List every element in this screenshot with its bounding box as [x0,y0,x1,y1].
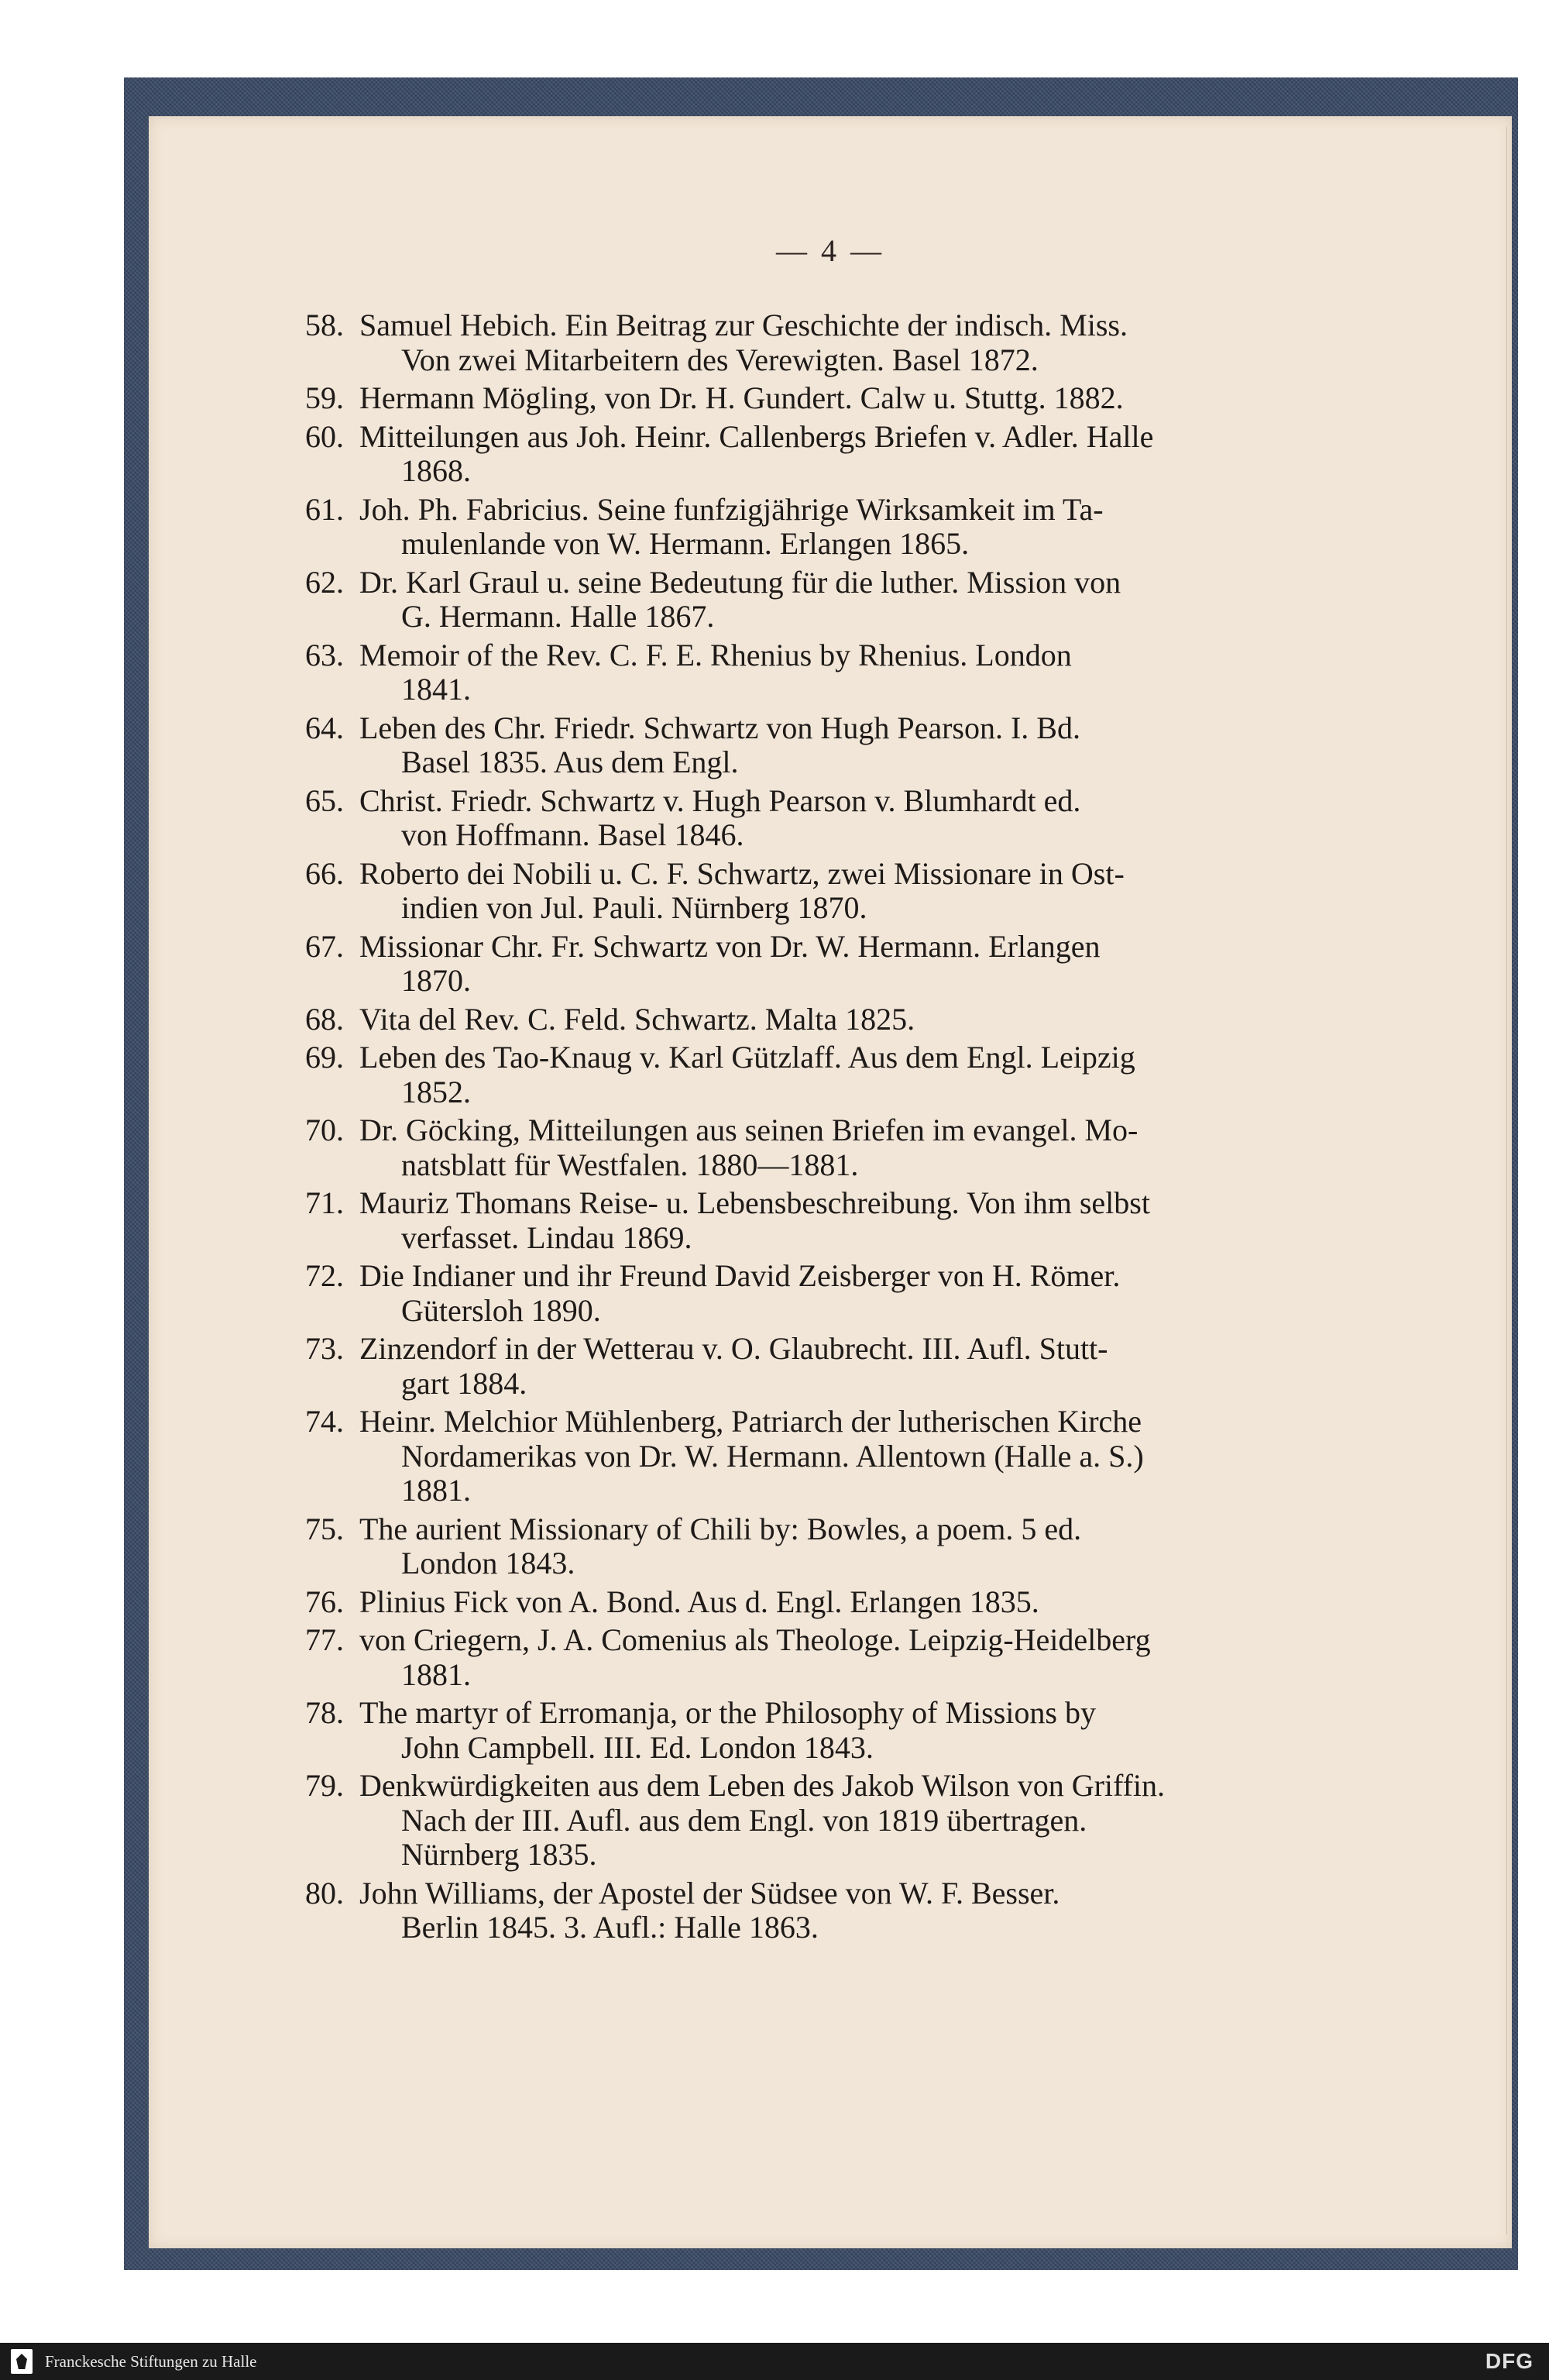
bibliography-entry [305,1584,1348,1620]
entry-number: 78. [305,1695,344,1730]
bibliography-entry [305,1185,1348,1255]
entry-line: Die Indianer und ihr Freund David Zeisberger von H. Römer. [359,1258,1121,1293]
entry-number: 76. [305,1584,344,1619]
entry-number: 64. [305,710,344,745]
bibliography-entry [305,1695,1348,1765]
entry-line: indien von Jul. Pauli. Nürnberg 1870. [401,890,867,925]
entry-line: The martyr of Erromanja, or the Philosophy of Missions by [359,1695,1096,1730]
bibliography-entry [305,491,1348,562]
bibliography-entry [305,1331,1348,1401]
entry-number: 67. [305,928,344,964]
bibliography-entry [305,1113,1348,1182]
entry-line: natsblatt für Westfalen. 1880—1881. [401,1147,859,1182]
bibliography-entry [305,1511,1348,1581]
entry-number: 59. [305,380,344,415]
bibliography-entry [305,1001,1348,1037]
bibliography-entry [305,1622,1348,1692]
entry-line: verfasset. Lindau 1869. [401,1219,692,1255]
entry-text [359,1623,1348,1692]
entry-line: Mitteilungen aus Joh. Heinr. Callenbergs Briefen v. Adler. Halle [359,418,1154,454]
entry-line: von Hoffmann. Basel 1846. [401,817,744,852]
entry-number: 66. [305,855,344,891]
bibliography-entry [305,564,1348,635]
entry-line: The aurient Missionary of Chili by: Bowles, a poem. 5 ed. [359,1511,1082,1546]
bibliography-list [305,308,1348,1949]
entry-number: 71. [305,1185,344,1220]
entry-line: Basel 1835. Aus dem Engl. [401,745,739,779]
entry-line: 1852. [401,1074,471,1109]
entry-line: mulenlande von W. Hermann. Erlangen 1865. [401,526,970,561]
entry-line: 1868. [401,453,471,488]
entry-line: Nürnberg 1835. [401,1837,597,1872]
entry-text [359,1040,1348,1109]
bibliography-entry [305,418,1348,489]
entry-number: 61. [305,491,344,527]
entry-text [359,711,1348,780]
entry-number: 62. [305,564,344,600]
entry-number: 65. [305,782,344,818]
entry-text [359,1769,1348,1873]
footer-bar [0,2343,1549,2380]
entry-text [359,1259,1348,1328]
bibliography-entry [305,637,1348,707]
entry-number: 75. [305,1511,344,1546]
entry-number: 79. [305,1768,344,1803]
entry-text [359,308,1348,377]
entry-number: 69. [305,1040,344,1075]
entry-line: Leben des Chr. Friedr. Schwartz von Hugh Pearson. I. Bd. [359,710,1080,745]
entry-text [359,930,1348,999]
bibliography-entry [305,1040,1348,1109]
bibliography-entry [305,1768,1348,1873]
entry-line: Christ. Friedr. Schwartz v. Hugh Pearson v. Blumhardt ed. [359,782,1081,818]
entry-line: G. Hermann. Halle 1867. [401,599,715,634]
entry-line: Hermann Mögling, von Dr. H. Gundert. Calw u. Stuttg. 1882. [359,380,1124,415]
bibliography-entry [305,380,1348,416]
entry-text [359,1696,1348,1765]
entry-line: Mauriz Thomans Reise- u. Lebensbeschreibung. Von ihm selbst [359,1185,1150,1220]
footer-institution: Franckesche Stiftungen zu Halle [45,2352,257,2371]
entry-number: 60. [305,418,344,454]
bibliography-entry [305,710,1348,780]
bibliography-entry [305,308,1348,377]
entry-text [359,1186,1348,1255]
entry-line: Leben des Tao-Knaug v. Karl Gützlaff. Aus dem Engl. Leipzig [359,1040,1135,1075]
entry-text [359,1585,1348,1620]
entry-line: Berlin 1845. 3. Aufl.: Halle 1863. [401,1910,819,1945]
entry-line: Plinius Fick von A. Bond. Aus d. Engl. Erlangen 1835. [359,1584,1039,1619]
entry-text [359,566,1348,635]
page-number: — 4 — [776,233,884,268]
entry-line: 1841. [401,672,471,707]
entry-text [359,420,1348,489]
bibliography-entry [305,782,1348,853]
entry-number: 68. [305,1001,344,1037]
entry-line: Von zwei Mitarbeitern des Verewigten. Basel 1872. [401,342,1039,377]
entry-line: 1881. [401,1473,471,1508]
entry-line: Dr. Karl Graul u. seine Bedeutung für die luther. Mission von [359,564,1121,600]
entry-text [359,784,1348,853]
entry-text [359,1876,1348,1945]
document-page [149,116,1512,2248]
entry-line: John Campbell. III. Ed. London 1843. [401,1729,874,1765]
entry-number: 80. [305,1875,344,1911]
page-edge-rule [1506,127,1507,2234]
entry-line: Heinr. Melchior Mühlenberg, Patriarch der lutherischen Kirche [359,1404,1142,1439]
entry-line: von Criegern, J. A. Comenius als Theologe. Leipzig-Heidelberg [359,1622,1151,1657]
bibliography-entry [305,1875,1348,1945]
entry-text [359,1405,1348,1508]
entry-line: gart 1884. [401,1365,527,1401]
entry-number: 74. [305,1404,344,1439]
entry-number: 63. [305,637,344,672]
entry-text [359,493,1348,562]
entry-text [359,1113,1348,1182]
entry-line: Missionar Chr. Fr. Schwartz von Dr. W. Hermann. Erlangen [359,928,1101,964]
entry-number: 58. [305,308,344,342]
entry-line: Zinzendorf in der Wetterau v. O. Glaubrecht. III. Aufl. Stutt- [359,1331,1108,1366]
entry-line: London 1843. [401,1546,575,1580]
bibliography-entry [305,928,1348,999]
entry-line: Nach der III. Aufl. aus dem Engl. von 1819 übertragen. [401,1802,1087,1838]
entry-number: 73. [305,1331,344,1366]
bibliography-entry [305,855,1348,926]
entry-number: 77. [305,1622,344,1657]
entry-text [359,1512,1348,1581]
foundation-logo-icon [11,2349,33,2374]
entry-text [359,638,1348,707]
entry-line: Nordamerikas von Dr. W. Hermann. Allentown (Halle a. S.) [401,1438,1144,1474]
entry-line: John Williams, der Apostel der Südsee von W. F. Besser. [359,1875,1060,1911]
entry-line: Vita del Rev. C. Feld. Schwartz. Malta 1825. [359,1001,915,1037]
bibliography-entry [305,1404,1348,1508]
entry-number: 70. [305,1113,344,1147]
entry-number: 72. [305,1258,344,1293]
entry-line: Dr. Göcking, Mitteilungen aus seinen Briefen im evangel. Mo- [359,1113,1139,1147]
entry-text [359,381,1348,416]
entry-line: Roberto dei Nobili u. C. F. Schwartz, zwei Missionare in Ost- [359,855,1125,891]
entry-line: 1870. [401,963,471,998]
entry-line: Samuel Hebich. Ein Beitrag zur Geschichte der indisch. Miss. [359,308,1128,342]
entry-text [359,1003,1348,1037]
bibliography-entry [305,1258,1348,1328]
entry-text [359,857,1348,926]
entry-line: 1881. [401,1656,471,1692]
entry-line: Joh. Ph. Fabricius. Seine funfzigjährige Wirksamkeit im Ta- [359,491,1104,527]
entry-text [359,1332,1348,1401]
dfg-logo: DFG [1485,2349,1534,2373]
entry-line: Memoir of the Rev. C. F. E. Rhenius by Rhenius. London [359,637,1072,672]
entry-line: Denkwürdigkeiten aus dem Leben des Jakob Wilson von Griffin. [359,1768,1166,1803]
entry-line: Gütersloh 1890. [401,1292,601,1328]
